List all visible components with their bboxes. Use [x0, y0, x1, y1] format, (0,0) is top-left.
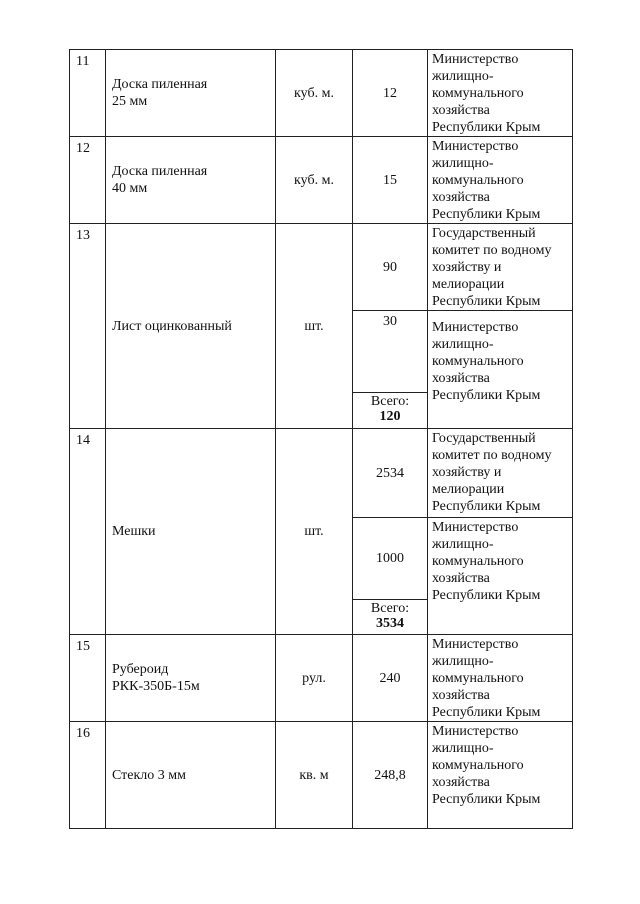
row-number: 15	[70, 635, 106, 722]
table-row	[70, 137, 573, 224]
row-number: 11	[70, 50, 106, 137]
total-value: 3534	[376, 616, 404, 631]
quantity: 1000	[353, 518, 428, 600]
quantity: 90	[353, 224, 428, 311]
quantity: 15	[353, 137, 428, 224]
quantity: 12	[353, 50, 428, 137]
quantity: 248,8	[353, 722, 428, 829]
item-name: Лист оцинкованный	[106, 224, 276, 429]
quantity-total	[353, 393, 428, 429]
unit: шт.	[276, 429, 353, 635]
quantity: 30	[353, 311, 428, 393]
table-row	[70, 50, 573, 137]
unit: куб. м.	[276, 137, 353, 224]
table-row	[70, 429, 573, 518]
item-name: Рубероид РКК-350Б-15м	[106, 635, 276, 722]
row-number: 14	[70, 429, 106, 635]
organization: Министерство жилищно- коммунального хозяйства Республики Крым	[428, 137, 573, 224]
table-row	[70, 224, 573, 311]
item-name: Мешки	[106, 429, 276, 635]
item-name: Стекло 3 мм	[106, 722, 276, 829]
organization: Министерство жилищно- коммунального хозяйства Республики Крым	[428, 722, 573, 829]
organization: Министерство жилищно- коммунального хозяйства Республики Крым	[428, 50, 573, 137]
unit: шт.	[276, 224, 353, 429]
organization: Министерство жилищно- коммунального хозяйства Республики Крым	[428, 518, 573, 635]
item-name: Доска пиленная 40 мм	[106, 137, 276, 224]
total-value: 120	[379, 409, 401, 424]
unit: рул.	[276, 635, 353, 722]
quantity-total	[353, 600, 428, 635]
supplies-table	[69, 49, 573, 829]
row-number: 12	[70, 137, 106, 224]
row-number: 13	[70, 224, 106, 429]
quantity: 240	[353, 635, 428, 722]
organization: Государственный комитет по водному хозяйству и мелиорации Республики Крым	[428, 224, 573, 311]
table-row	[70, 722, 573, 829]
unit: кв. м	[276, 722, 353, 829]
row-number: 16	[70, 722, 106, 829]
organization: Министерство жилищно- коммунального хозяйства Республики Крым	[428, 311, 573, 429]
item-name: Доска пиленная 25 мм	[106, 50, 276, 137]
quantity: 2534	[353, 429, 428, 518]
total-label: Всего:	[370, 394, 410, 409]
unit: куб. м.	[276, 50, 353, 137]
organization: Министерство жилищно- коммунального хозяйства Республики Крым	[428, 635, 573, 722]
total-label: Всего:	[370, 601, 410, 616]
table-row	[70, 635, 573, 722]
organization: Государственный комитет по водному хозяйству и мелиорации Республики Крым	[428, 429, 573, 518]
